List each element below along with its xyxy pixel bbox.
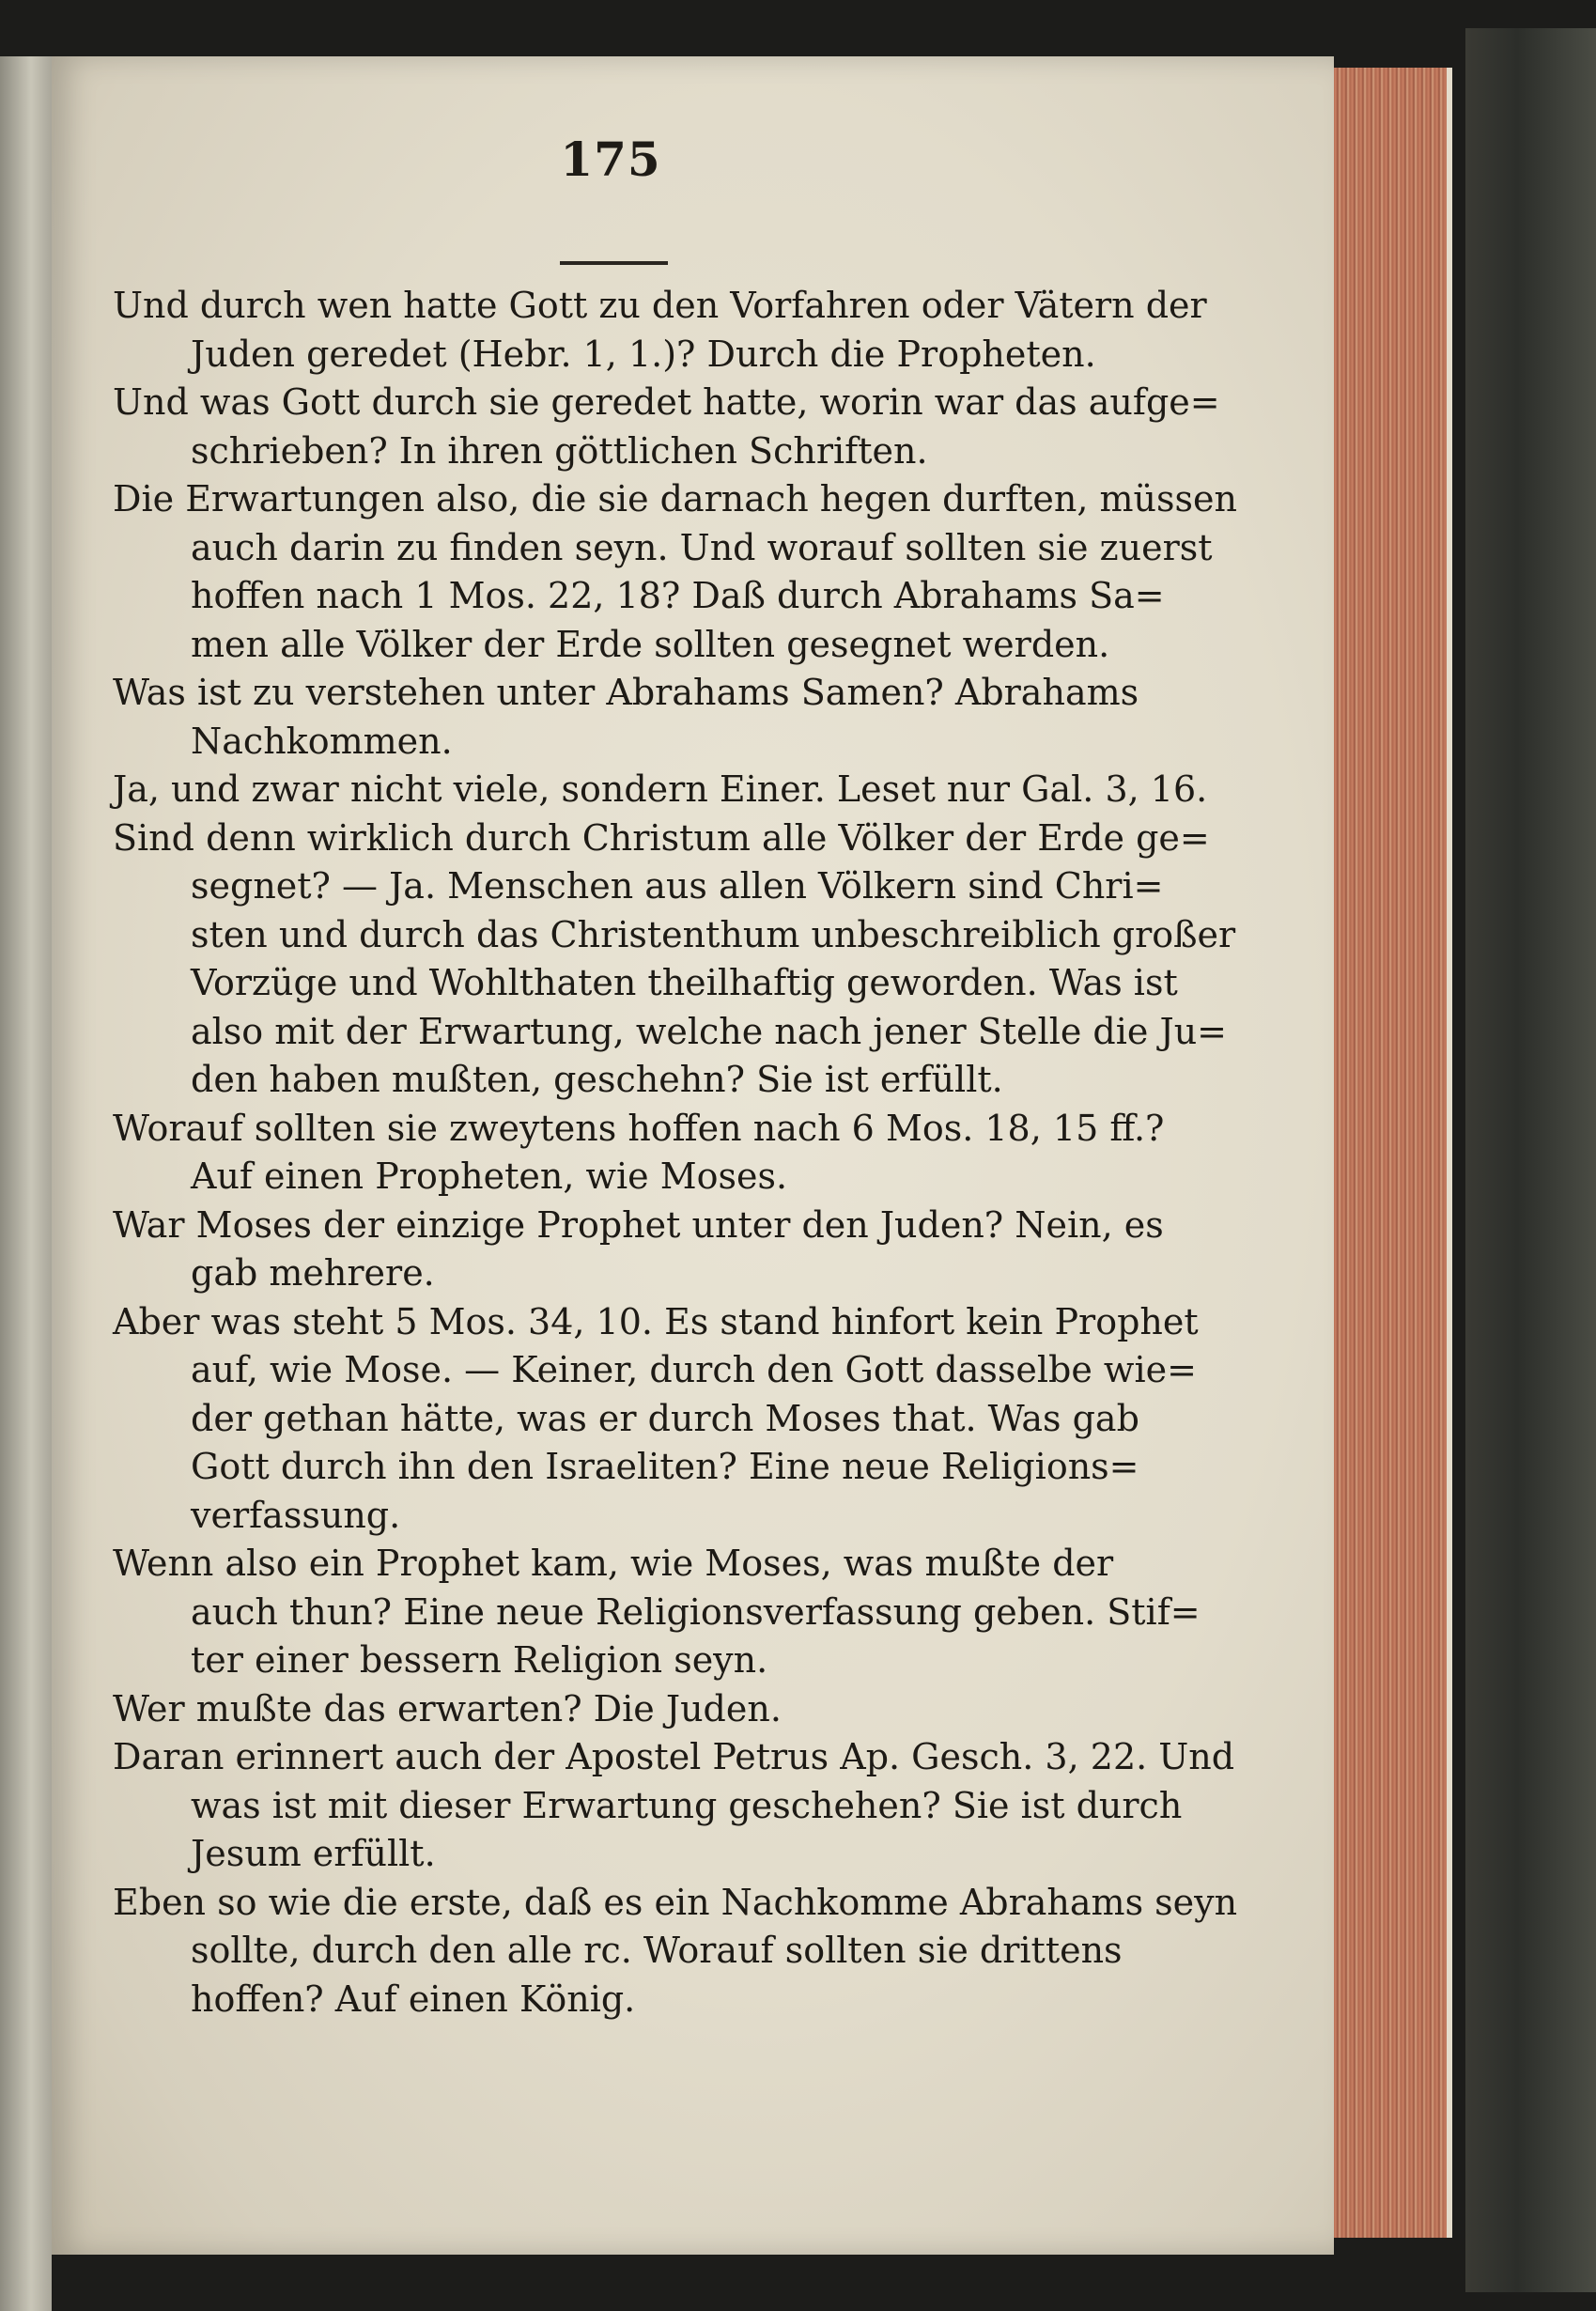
paragraph [113,379,1220,475]
text-line: Wer mußte das erwarten? Die Juden. [113,1687,782,1729]
text-line: auch darin zu finden seyn. Und worauf sollten sie zuerst [191,526,1213,568]
page-number-rule [560,261,668,265]
text-line: Auf einen Propheten, wie Moses. [191,1156,788,1197]
text-line: verfassung. [191,1494,401,1536]
text-line: auf, wie Mose. — Keiner, durch den Gott dasselbe wie= [191,1349,1197,1390]
text-line: War Moses der einzige Prophet unter den Juden? Nein, es [113,1203,1164,1246]
paragraph [113,475,1237,669]
text-line: hoffen? Auf einen König. [191,1978,636,2020]
text-line: Jesum erfüllt. [191,1833,436,1874]
text-line: Nachkommen. [191,720,453,762]
book-cover [1465,28,1596,2292]
text-line: ter einer bessern Religion seyn. [191,1639,768,1681]
text-line: also mit der Erwartung, welche nach jener Stelle die Ju= [191,1010,1228,1052]
text-line: Juden geredet (Hebr. 1, 1.)? Durch die Propheten. [191,333,1096,375]
text-line: den haben mußten, geschehn? Sie ist erfüllt. [191,1059,1003,1100]
paragraph [113,1879,1238,2024]
text-line: Und durch wen hatte Gott zu den Vorfahren oder Vätern der [113,285,1207,326]
text-line: Was ist zu verstehen unter Abrahams Samen? Abrahams [113,672,1139,713]
paragraph [113,1298,1199,1541]
page-number: 175 [560,132,661,187]
left-page-edge [0,56,52,2311]
text-line: Daran erinnert auch der Apostel Petrus Ap. Gesch. 3, 22. Und [113,1736,1235,1777]
paragraph [113,1685,1108,1734]
text-line: was ist mit dieser Erwartung geschehen? Sie ist durch [191,1784,1183,1826]
paragraph [113,814,1236,1105]
text-line: Wenn also ein Prophet kam, wie Moses, was mußte der [113,1543,1114,1584]
text-line: Aber was steht 5 Mos. 34, 10. Es stand hinfort kein Prophet [113,1300,1199,1342]
text-line: segnet? — Ja. Menschen aus allen Völkern sind Chri= [191,865,1164,907]
paragraph [113,1105,1165,1202]
text-line: Eben so wie die erste, daß es ein Nachkomme Abrahams seyn [113,1881,1238,1923]
text-line: Worauf sollten sie zweytens hoffen nach 6 Mos. 18, 15 ff.? [113,1107,1165,1149]
page-edges [1325,68,1452,2238]
text-line: auch thun? Eine neue Religionsverfassung geben. Stif= [191,1590,1201,1633]
page-text [113,282,1238,2024]
text-line: der gethan hätte, was er durch Moses that. Was gab [191,1397,1139,1439]
text-line: schrieben? In ihren göttlichen Schriften. [191,429,928,472]
text-line: Vorzüge und Wohlthaten theilhaftig geworden. Was ist [191,962,1178,1003]
paragraph [113,766,1208,814]
paragraph [113,1733,1235,1879]
text-line: Gott durch ihn den Israeliten? Eine neue Religions= [191,1446,1139,1487]
text-line: Ja, und zwar nicht viele, sondern Einer. Leset nur Gal. 3, 16. [113,768,1208,810]
text-line: sollte, durch den alle rc. Worauf sollten sie drittens [191,1930,1123,1971]
text-line: hoffen nach 1 Mos. 22, 18? Daß durch Abrahams Sa= [191,575,1165,616]
text-line: Und was Gott durch sie geredet hatte, worin war das aufge= [113,381,1220,423]
text-line: Die Erwartungen also, die sie darnach hegen durften, müssen [113,478,1237,520]
paragraph [113,1202,1164,1298]
text-line: gab mehrere. [191,1252,435,1294]
text-line: Sind denn wirklich durch Christum alle Völker der Erde ge= [113,816,1210,859]
paragraph [113,282,1207,379]
paragraph [113,669,1139,766]
paragraph [113,1540,1201,1685]
text-line: men alle Völker der Erde sollten gesegnet werden. [191,623,1110,665]
text-line: sten und durch das Christenthum unbeschreiblich großer [191,913,1236,955]
